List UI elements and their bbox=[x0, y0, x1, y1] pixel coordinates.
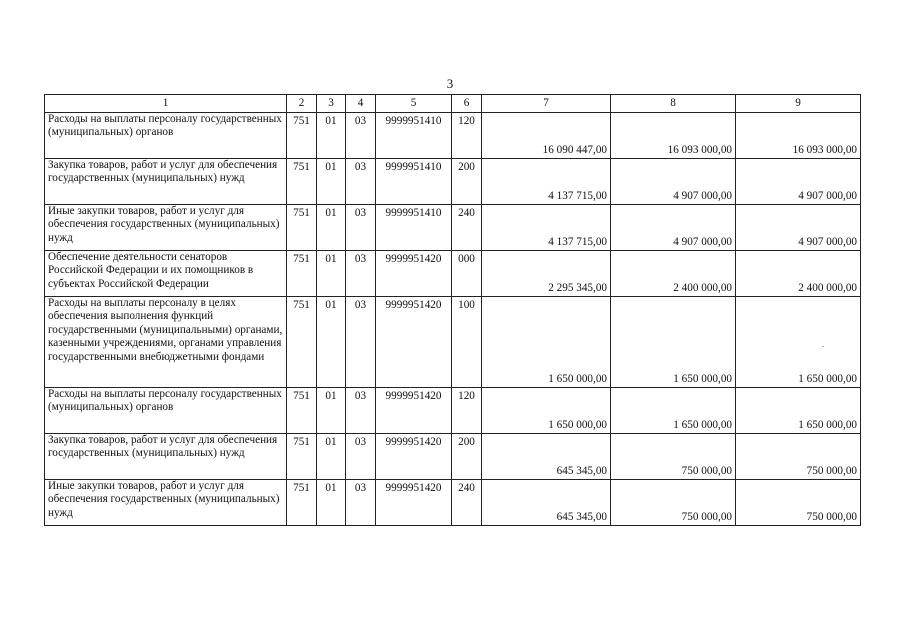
amount-col9-cell: 2 400 000,00 bbox=[736, 251, 861, 297]
scan-speck bbox=[822, 346, 824, 347]
section-code-cell: 01 bbox=[317, 205, 346, 251]
table-row bbox=[45, 113, 861, 159]
amount-col8-cell: 750 000,00 bbox=[611, 434, 736, 480]
section-code-cell: 01 bbox=[317, 434, 346, 480]
subsection-code-cell: 03 bbox=[346, 113, 376, 159]
amount-col8-cell: 4 907 000,00 bbox=[611, 159, 736, 205]
expense-name-cell: Иные закупки товаров, работ и услуг для обеспечения государственных (муниципальных) нужд bbox=[45, 480, 287, 526]
table-row bbox=[45, 251, 861, 297]
amount-col8-cell: 750 000,00 bbox=[611, 480, 736, 526]
expense-type-cell: 200 bbox=[452, 434, 482, 480]
expense-name-cell: Расходы на выплаты персоналу государственных (муниципальных) органов bbox=[45, 388, 287, 434]
department-code-cell: 751 bbox=[287, 113, 317, 159]
table-row bbox=[45, 205, 861, 251]
section-code-cell: 01 bbox=[317, 251, 346, 297]
section-code-cell: 01 bbox=[317, 297, 346, 388]
table-row bbox=[45, 297, 861, 388]
column-header: 9 bbox=[736, 95, 861, 113]
amount-col7-cell: 4 137 715,00 bbox=[482, 205, 611, 251]
section-code-cell: 01 bbox=[317, 388, 346, 434]
amount-col9-cell: 750 000,00 bbox=[736, 434, 861, 480]
column-header: 7 bbox=[482, 95, 611, 113]
page-number: 3 bbox=[446, 76, 454, 91]
amount-col8-cell: 2 400 000,00 bbox=[611, 251, 736, 297]
column-header: 6 bbox=[452, 95, 482, 113]
subsection-code-cell: 03 bbox=[346, 297, 376, 388]
target-article-cell: 9999951420 bbox=[376, 434, 452, 480]
department-code-cell: 751 bbox=[287, 159, 317, 205]
expense-name-cell: Закупка товаров, работ и услуг для обеспечения государственных (муниципальных) нужд bbox=[45, 434, 287, 480]
amount-col9-cell: 16 093 000,00 bbox=[736, 113, 861, 159]
expense-type-cell: 200 bbox=[452, 159, 482, 205]
table-row bbox=[45, 159, 861, 205]
amount-col9-cell: 1 650 000,00 bbox=[736, 388, 861, 434]
column-header: 8 bbox=[611, 95, 736, 113]
section-code-cell: 01 bbox=[317, 113, 346, 159]
table-row bbox=[45, 434, 861, 480]
subsection-code-cell: 03 bbox=[346, 434, 376, 480]
section-code-cell: 01 bbox=[317, 480, 346, 526]
table-row bbox=[45, 480, 861, 526]
amount-col9-cell: 4 907 000,00 bbox=[736, 159, 861, 205]
expense-type-cell: 120 bbox=[452, 113, 482, 159]
target-article-cell: 9999951420 bbox=[376, 251, 452, 297]
expense-type-cell: 000 bbox=[452, 251, 482, 297]
amount-col7-cell: 645 345,00 bbox=[482, 480, 611, 526]
subsection-code-cell: 03 bbox=[346, 251, 376, 297]
expense-name-cell: Иные закупки товаров, работ и услуг для обеспечения государственных (муниципальных) нужд bbox=[45, 205, 287, 251]
amount-col7-cell: 645 345,00 bbox=[482, 434, 611, 480]
subsection-code-cell: 03 bbox=[346, 205, 376, 251]
department-code-cell: 751 bbox=[287, 251, 317, 297]
subsection-code-cell: 03 bbox=[346, 388, 376, 434]
amount-col9-cell: 1 650 000,00 bbox=[736, 297, 861, 388]
amount-col8-cell: 16 093 000,00 bbox=[611, 113, 736, 159]
column-header: 5 bbox=[376, 95, 452, 113]
target-article-cell: 9999951410 bbox=[376, 205, 452, 251]
subsection-code-cell: 03 bbox=[346, 159, 376, 205]
header-row bbox=[45, 95, 861, 113]
target-article-cell: 9999951420 bbox=[376, 388, 452, 434]
target-article-cell: 9999951410 bbox=[376, 113, 452, 159]
column-header: 3 bbox=[317, 95, 346, 113]
budget-table bbox=[44, 94, 861, 526]
subsection-code-cell: 03 bbox=[346, 480, 376, 526]
amount-col8-cell: 1 650 000,00 bbox=[611, 388, 736, 434]
amount-col7-cell: 1 650 000,00 bbox=[482, 388, 611, 434]
section-code-cell: 01 bbox=[317, 159, 346, 205]
department-code-cell: 751 bbox=[287, 388, 317, 434]
amount-col7-cell: 16 090 447,00 bbox=[482, 113, 611, 159]
target-article-cell: 9999951420 bbox=[376, 297, 452, 388]
table-row bbox=[45, 388, 861, 434]
expense-type-cell: 100 bbox=[452, 297, 482, 388]
department-code-cell: 751 bbox=[287, 297, 317, 388]
expense-name-cell: Обеспечение деятельности сенаторов Российской Федерации и их помощников в субъектах Российской Федерации bbox=[45, 251, 287, 297]
department-code-cell: 751 bbox=[287, 434, 317, 480]
amount-col9-cell: 750 000,00 bbox=[736, 480, 861, 526]
department-code-cell: 751 bbox=[287, 205, 317, 251]
amount-col7-cell: 4 137 715,00 bbox=[482, 159, 611, 205]
amount-col8-cell: 1 650 000,00 bbox=[611, 297, 736, 388]
target-article-cell: 9999951410 bbox=[376, 159, 452, 205]
amount-col7-cell: 1 650 000,00 bbox=[482, 297, 611, 388]
amount-col9-cell: 4 907 000,00 bbox=[736, 205, 861, 251]
expense-name-cell: Закупка товаров, работ и услуг для обеспечения государственных (муниципальных) нужд bbox=[45, 159, 287, 205]
column-header: 4 bbox=[346, 95, 376, 113]
amount-col8-cell: 4 907 000,00 bbox=[611, 205, 736, 251]
department-code-cell: 751 bbox=[287, 480, 317, 526]
expense-type-cell: 240 bbox=[452, 205, 482, 251]
expense-type-cell: 120 bbox=[452, 388, 482, 434]
column-header: 2 bbox=[287, 95, 317, 113]
expense-name-cell: Расходы на выплаты персоналу государственных (муниципальных) органов bbox=[45, 113, 287, 159]
amount-col7-cell: 2 295 345,00 bbox=[482, 251, 611, 297]
target-article-cell: 9999951420 bbox=[376, 480, 452, 526]
column-header: 1 bbox=[45, 95, 287, 113]
expense-name-cell: Расходы на выплаты персоналу в целях обеспечения выполнения функций государственными (муниципальными) органами, казенными учреждениями, органами управления государственными внебюджетными фондами bbox=[45, 297, 287, 388]
expense-type-cell: 240 bbox=[452, 480, 482, 526]
